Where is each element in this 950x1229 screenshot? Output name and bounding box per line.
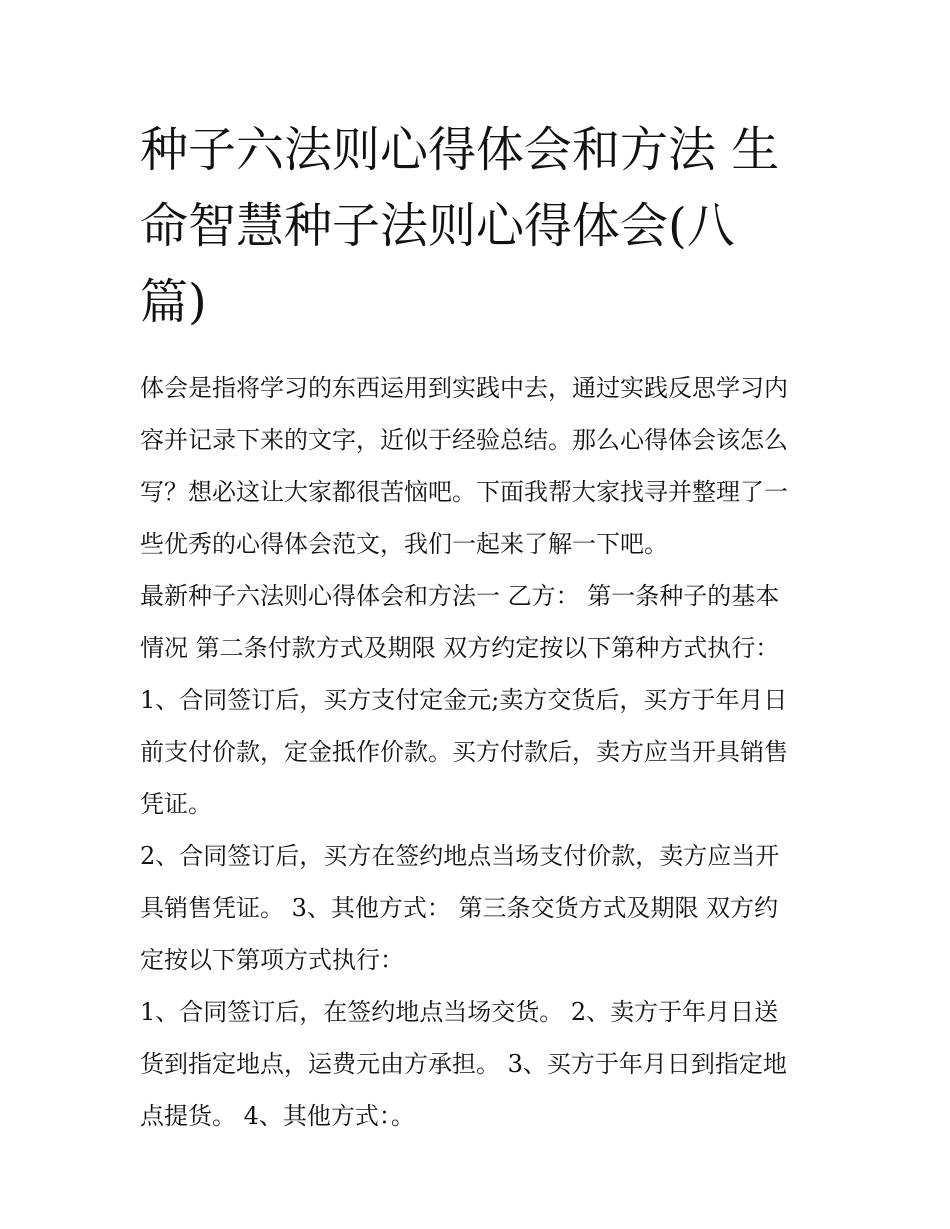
text-line: 定按以下第项方式执行：	[140, 946, 404, 974]
text-line: 点提货。 4、其他方式：。	[140, 1102, 415, 1130]
text-line: 具销售凭证。 3、其他方式： 第三条交货方式及期限 双方约	[140, 894, 779, 922]
payment-clause-1	[140, 674, 812, 830]
text-line: 容并记录下来的文字，近似于经验总结。那么心得体会该怎么	[140, 426, 788, 454]
title-line: 命智慧种子法则心得体会(八	[140, 198, 735, 254]
text-line: 写？想必这让大家都很苦恼吧。下面我帮大家找寻并整理了一	[140, 478, 788, 506]
text-line: 1、合同签订后，在签约地点当场交货。 2、卖方于年月日送	[140, 998, 779, 1026]
text-line: 凭证。	[140, 790, 212, 818]
text-line: 前支付价款，定金抵作价款。买方付款后，卖方应当开具销售	[140, 738, 788, 766]
text-line: 1、合同签订后，买方支付定金元;卖方交货后，买方于年月日	[140, 686, 788, 714]
title-line: 种子六法则心得体会和方法 生	[140, 122, 780, 178]
section-paragraph	[140, 570, 812, 674]
text-line: 货到指定地点，运费元由方承担。 3、买方于年月日到指定地	[140, 1050, 787, 1078]
text-line: 体会是指将学习的东西运用到实践中去，通过实践反思学习内	[140, 374, 788, 402]
text-line: 2、合同签订后，买方在签约地点当场支付价款，卖方应当开	[140, 842, 780, 870]
document-content	[140, 112, 812, 1142]
intro-paragraph	[140, 362, 812, 570]
payment-clause-2	[140, 830, 812, 986]
title-line: 篇)	[140, 274, 207, 330]
document-title	[140, 112, 812, 340]
text-line: 最新种子六法则心得体会和方法一 乙方： 第一条种子的基本	[140, 582, 780, 610]
text-line: 情况 第二条付款方式及期限 双方约定按以下第种方式执行：	[140, 634, 780, 662]
delivery-clause	[140, 986, 812, 1142]
text-line: 些优秀的心得体会范文，我们一起来了解一下吧。	[140, 530, 668, 558]
document-body	[140, 362, 812, 1142]
